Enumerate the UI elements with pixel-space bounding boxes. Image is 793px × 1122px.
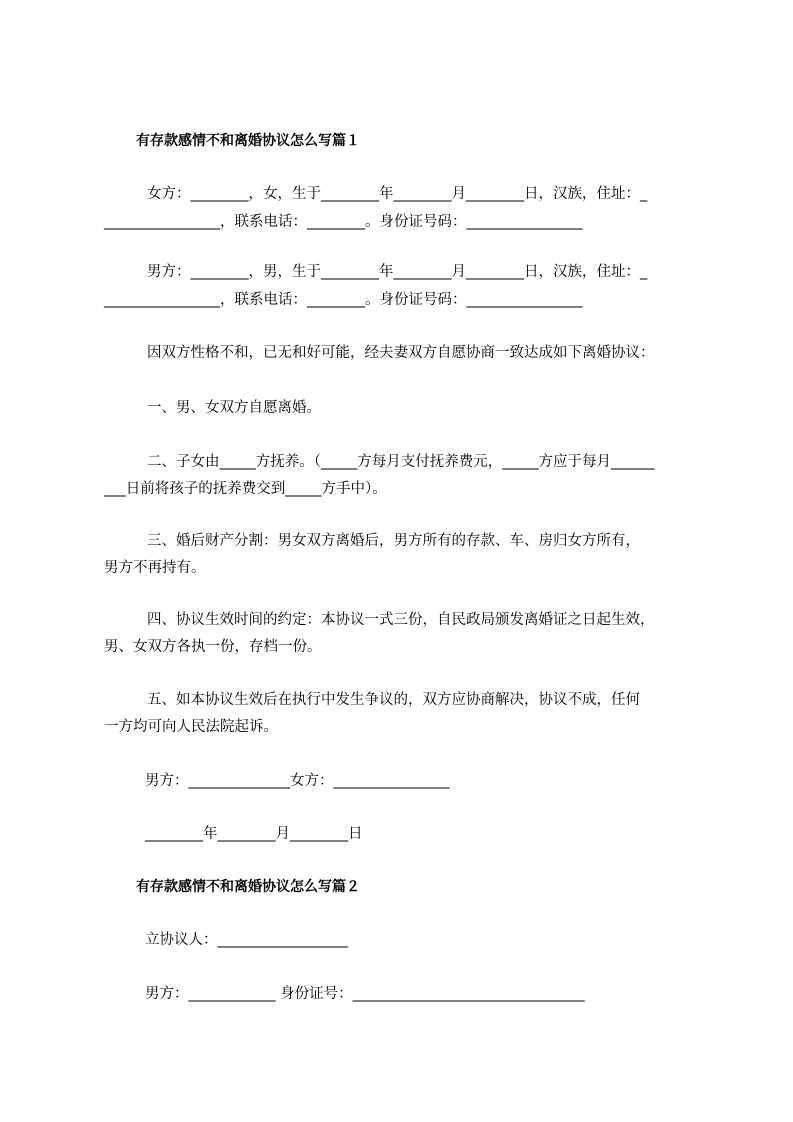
clause-3-line-1: 三、婚后财产分割：男女双方离婚后，男方所有的存款、车、房归女方所有， <box>147 533 640 549</box>
clause-2-line-1: 二、子女由_____方抚养。（_____方每月支付抚养费元，_____方应于每月______ <box>147 454 655 470</box>
section-1-title: 有存款感情不和离婚协议怎么写篇１ <box>136 133 360 149</box>
clause-5-line-1: 五、如本协议生效后在执行中发生争议的，双方应协商解决，协议不成，任何 <box>147 692 640 708</box>
date-line: ________年________月________日 <box>145 826 363 842</box>
section-2-title: 有存款感情不和离婚协议怎么写篇２ <box>136 879 360 895</box>
female-party-line-1: 女方：________，女，生于________年________月________日，汉族，住址：_ <box>147 186 648 202</box>
signature-line: 男方：______________女方：________________ <box>145 773 450 789</box>
female-party-line-2: ________________，联系电话：________。身份证号码：________________ <box>104 214 583 230</box>
clause-5-line-2: 一方均可向人民法院起诉。 <box>104 719 278 735</box>
clause-1: 一、男、女双方自愿离婚。 <box>147 400 321 416</box>
clause-4-line-2: 男、女双方各执一份，存档一份。 <box>104 639 322 655</box>
agreement-party-line: 立协议人：__________________ <box>145 932 348 948</box>
male-party-line-2: ________________，联系电话：________。身份证号码：________________ <box>104 292 583 308</box>
clause-4-line-1: 四、协议生效时间的约定：本协议一式三份，自民政局颁发离婚证之日起生效， <box>147 612 655 628</box>
clause-3-line-2: 男方不再持有。 <box>104 560 206 576</box>
male-party-line-1: 男方：________，男，生于________年________月________日，汉族，住址：_ <box>147 264 648 280</box>
intro-paragraph: 因双方性格不和，已无和好可能，经夫妻双方自愿协商一致达成如下离婚协议： <box>147 345 655 361</box>
clause-2-line-2: ___日前将孩子的抚养费交到_____方手中）。 <box>104 481 387 497</box>
male-id-line: 男方：____________ 身份证号：________________________________ <box>145 986 585 1002</box>
